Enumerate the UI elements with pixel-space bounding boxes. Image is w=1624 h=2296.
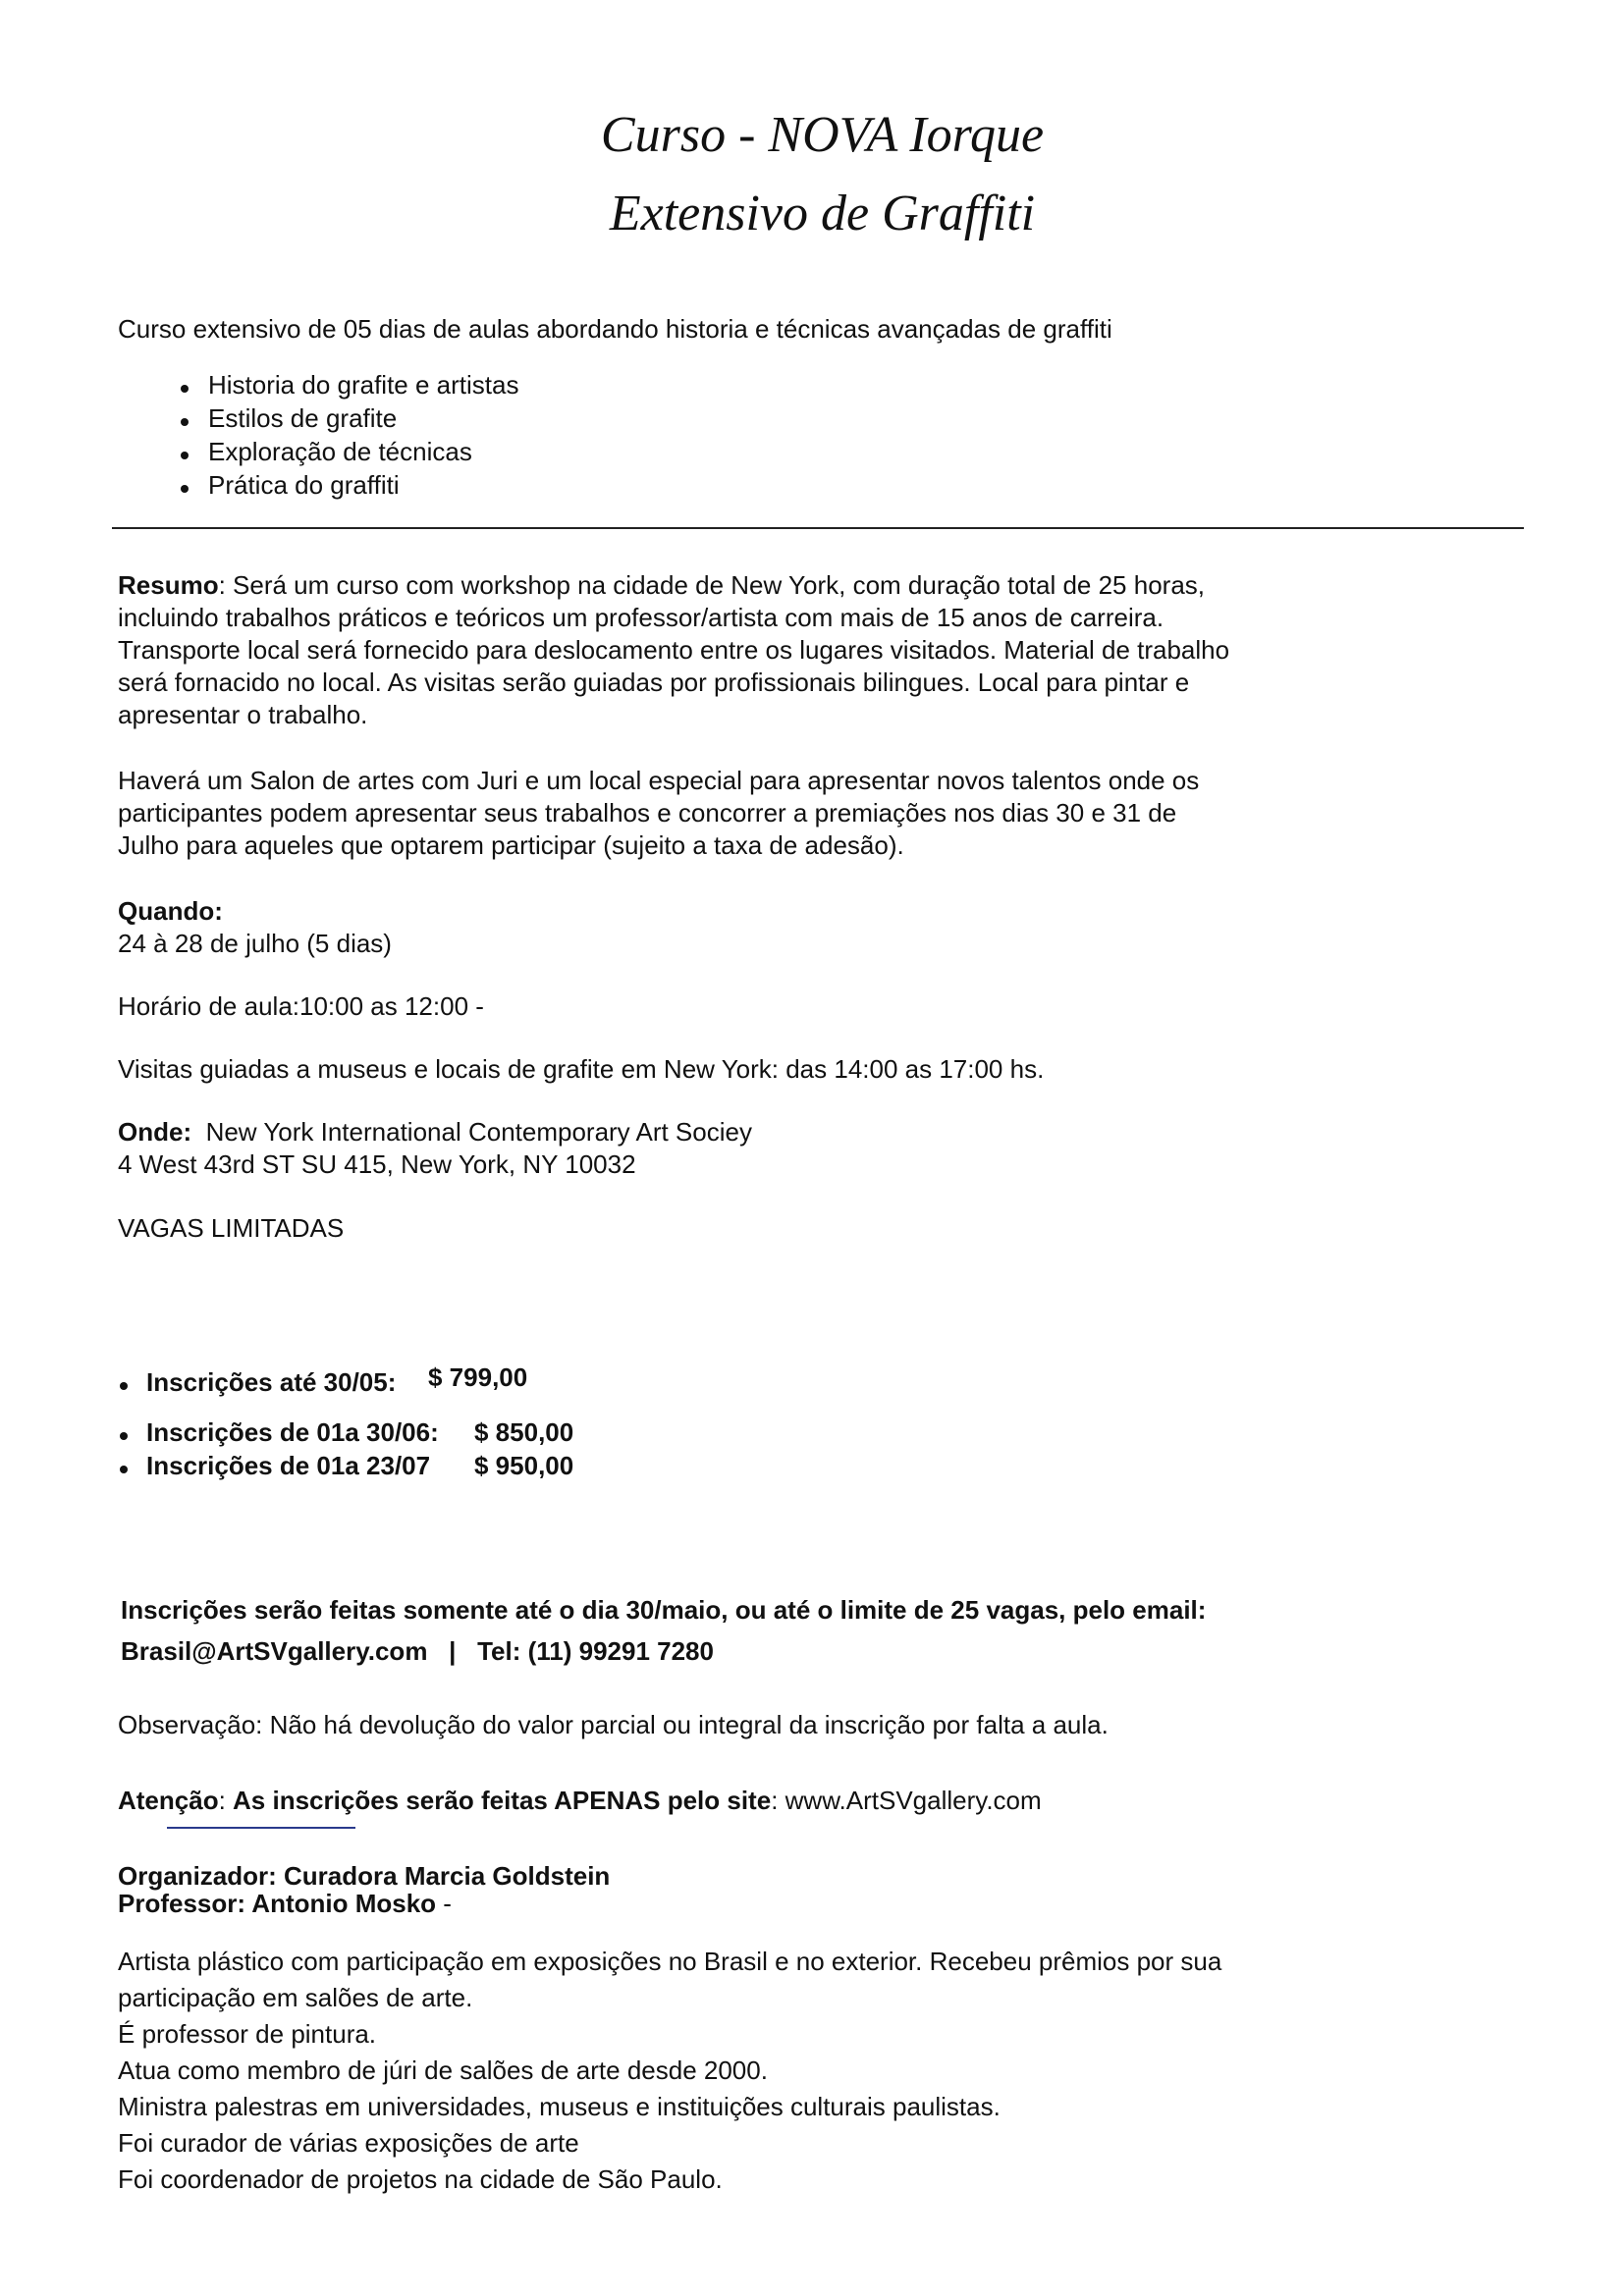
page-title-line2: Extensivo de Graffiti bbox=[609, 186, 1036, 241]
quando-dates: 24 à 28 de julho (5 dias) bbox=[118, 929, 392, 958]
bio-line: É professor de pintura. bbox=[118, 2019, 377, 2049]
pricing-price: $ 850,00 bbox=[474, 1417, 574, 1447]
onde-address: 4 West 43rd ST SU 415, New York, NY 10032 bbox=[118, 1149, 636, 1179]
professor-suffix: - bbox=[436, 1889, 452, 1918]
divider bbox=[112, 527, 1524, 529]
contact-line bbox=[121, 1636, 714, 1667]
bullet-icon bbox=[120, 1466, 128, 1473]
atencao-colon: : bbox=[218, 1786, 234, 1815]
bio-line: Artista plástico com participação em exposições no Brasil e no exterior. Recebeu prêmios por sua bbox=[118, 1947, 1222, 1976]
quando-label: Quando: bbox=[118, 896, 223, 926]
professor-text: Professor: Antonio Mosko bbox=[118, 1889, 437, 1918]
horario-text: Horário de aula:10:00 as 12:00 - bbox=[118, 991, 484, 1021]
onde-venue: New York International Contemporary Art Sociey bbox=[205, 1117, 752, 1147]
topic-label: Exploração de técnicas bbox=[208, 437, 472, 466]
pricing-label: Inscrições de 01a 30/06: bbox=[146, 1417, 439, 1447]
professor-line bbox=[118, 1889, 452, 1919]
contact-email[interactable]: Brasil@ArtSVgallery.com bbox=[121, 1636, 428, 1666]
salon-line: Haverá um Salon de artes com Juri e um local especial para apresentar novos talentos onde os bbox=[118, 766, 1200, 795]
bio-line: Atua como membro de júri de salões de arte desde 2000. bbox=[118, 2056, 768, 2085]
contact-phone: Tel: (11) 99291 7280 bbox=[477, 1636, 714, 1666]
atencao-site[interactable]: : www.ArtSVgallery.com bbox=[771, 1786, 1042, 1815]
resumo-text: : Será um curso com workshop na cidade de New York, com duração total de 25 horas, bbox=[218, 570, 1206, 600]
resumo-line: Transporte local será fornecido para deslocamento entre os lugares visitados. Material de trabalho bbox=[118, 635, 1230, 665]
atencao-bold-text: As inscrições serão feitas APENAS pelo site bbox=[233, 1786, 772, 1815]
resumo-line: apresentar o trabalho. bbox=[118, 700, 368, 729]
bio-line: Foi coordenador de projetos na cidade de São Paulo. bbox=[118, 2164, 723, 2194]
bullet-icon bbox=[120, 1382, 128, 1390]
topic-label: Prática do graffiti bbox=[208, 470, 400, 500]
bio-line: Ministra palestras em universidades, museus e instituições culturais paulistas. bbox=[118, 2092, 1001, 2121]
vagas-limitadas: VAGAS LIMITADAS bbox=[118, 1213, 345, 1243]
intro-text: Curso extensivo de 05 dias de aulas abordando historia e técnicas avançadas de graffiti bbox=[118, 314, 1112, 344]
pricing-label: Inscrições até 30/05: bbox=[146, 1367, 397, 1397]
atencao-line bbox=[118, 1786, 1042, 1816]
bullet-icon bbox=[181, 485, 189, 493]
salon-line: Julho para aqueles que optarem participar (sujeito a taxa de adesão). bbox=[118, 830, 904, 860]
bullet-icon bbox=[181, 452, 189, 459]
pricing-label: Inscrições de 01a 23/07 bbox=[146, 1451, 431, 1480]
bio-line: participação em salões de arte. bbox=[118, 1983, 473, 2012]
resumo-line: incluindo trabalhos práticos e teóricos um professor/artista com mais de 15 anos de carreira. bbox=[118, 603, 1164, 632]
bullet-icon bbox=[120, 1432, 128, 1440]
resumo-line bbox=[118, 570, 1205, 601]
spellcheck-underline bbox=[167, 1827, 355, 1829]
pricing-price: $ 950,00 bbox=[474, 1451, 574, 1480]
contact-separator: | bbox=[449, 1636, 457, 1666]
onde-label: Onde: bbox=[118, 1117, 192, 1147]
salon-line: participantes podem apresentar seus trabalhos e concorrer a premiações nos dias 30 e 31 de bbox=[118, 798, 1177, 828]
topic-label: Historia do grafite e artistas bbox=[208, 370, 519, 400]
page-title-line1: Curso - NOVA Iorque bbox=[600, 107, 1045, 163]
visitas-text: Visitas guiadas a museus e locais de grafite em New York: das 14:00 as 17:00 hs. bbox=[118, 1054, 1045, 1084]
resumo-label: Resumo bbox=[118, 570, 219, 600]
bullet-icon bbox=[181, 385, 189, 393]
inscricoes-info: Inscrições serão feitas somente até o dia 30/maio, ou até o limite de 25 vagas, pelo email: bbox=[121, 1595, 1207, 1625]
organizador-text: Organizador: Curadora Marcia Goldstein bbox=[118, 1861, 611, 1891]
bio-line: Foi curador de várias exposições de arte bbox=[118, 2128, 579, 2158]
topic-label: Estilos de grafite bbox=[208, 403, 398, 433]
resumo-line: será fornacido no local. As visitas serão guiadas por profissionais bilingues. Local para pintar e bbox=[118, 667, 1190, 697]
onde-line bbox=[118, 1117, 752, 1148]
bullet-icon bbox=[181, 418, 189, 426]
atencao-label: Atenção bbox=[118, 1786, 219, 1815]
pricing-price: $ 799,00 bbox=[428, 1362, 528, 1392]
observacao-text: Observação: Não há devolução do valor parcial ou integral da inscrição por falta a aula. bbox=[118, 1710, 1109, 1739]
